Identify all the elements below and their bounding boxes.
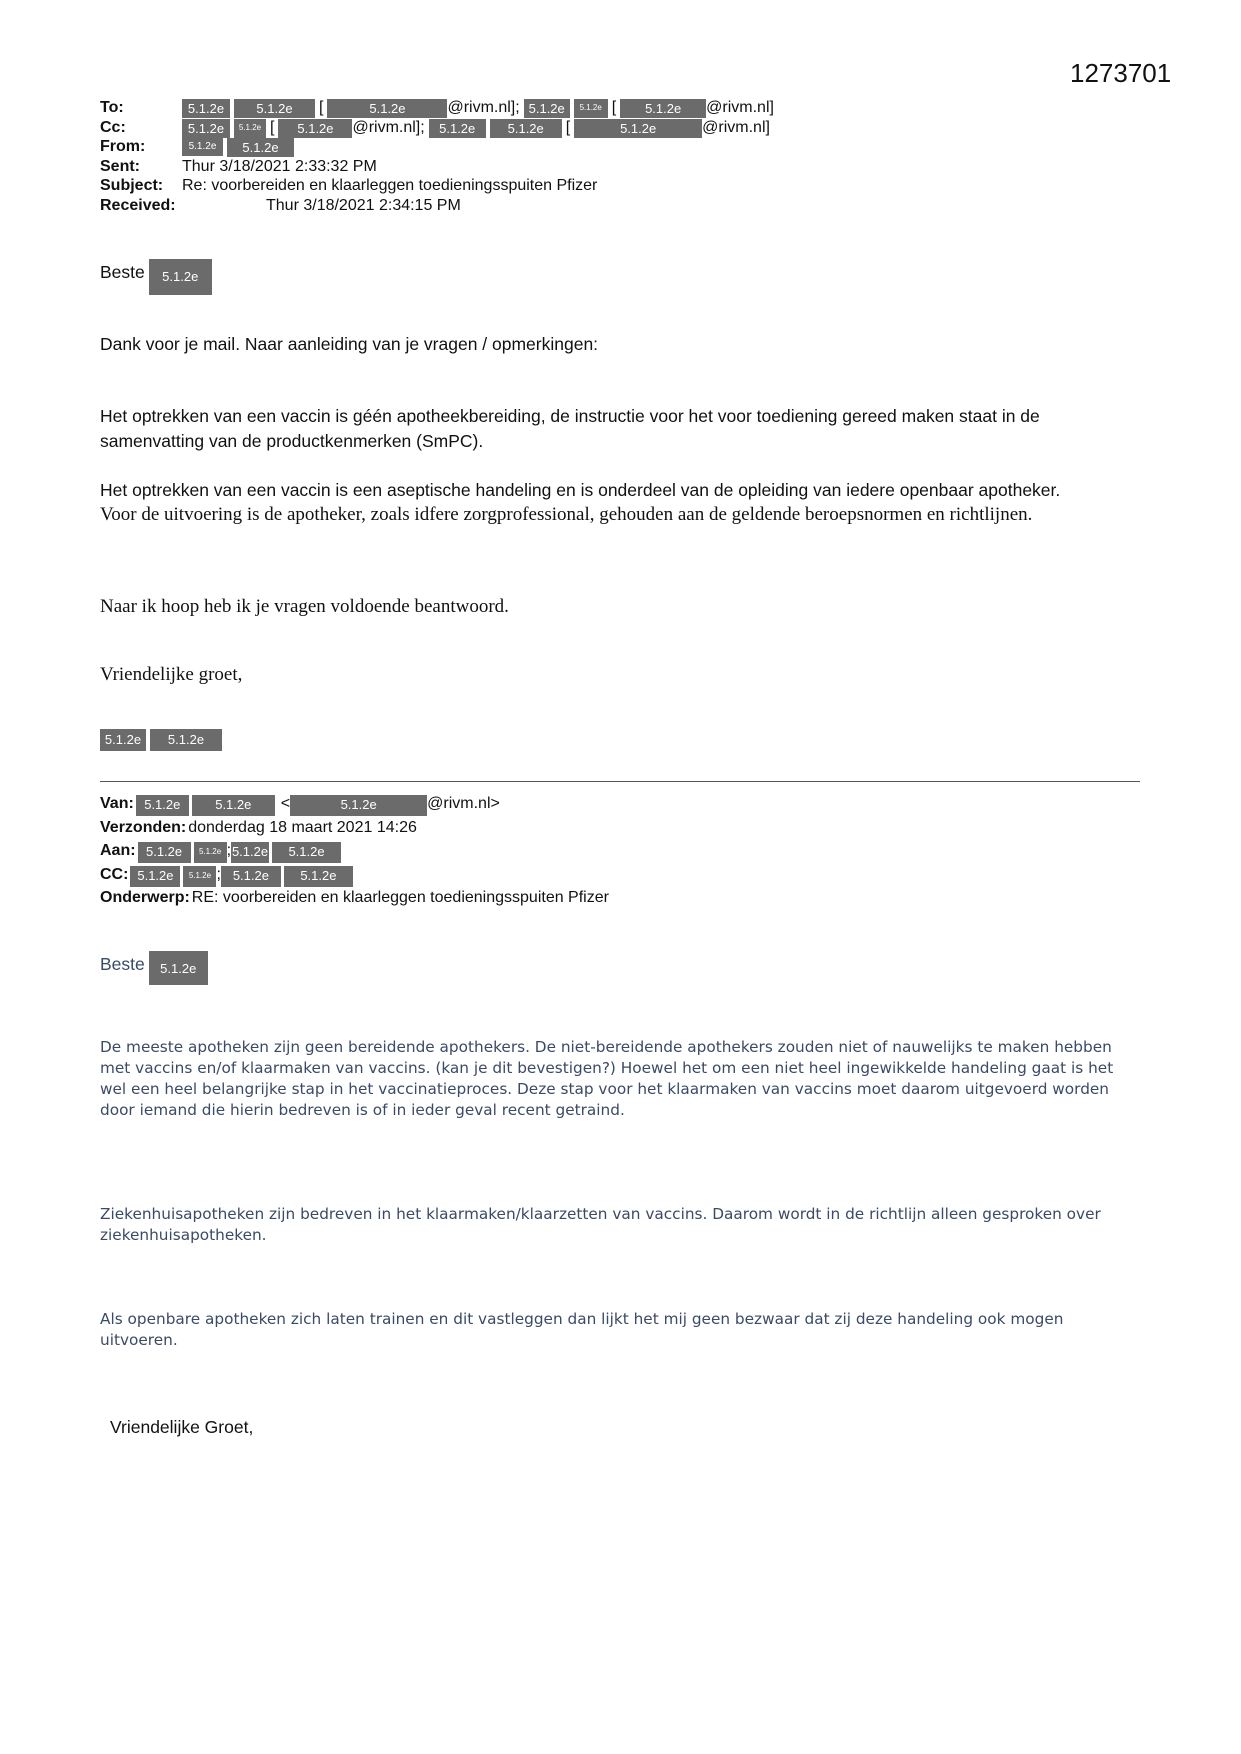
email-domain: @rivm.nl> [427, 795, 500, 812]
divider [100, 781, 1140, 782]
greeting-word: Beste [100, 262, 145, 282]
redaction: 5.1.2e [327, 99, 447, 118]
redaction: 5.1.2e [149, 259, 212, 295]
onderwerp-value: RE: voorbereiden en klaarleggen toedieningsspuiten Pfizer [191, 889, 609, 906]
cc-row-forwarded [100, 866, 609, 890]
verzonden-row [100, 819, 609, 843]
reply-paragraph-1: Dank voor je mail. Naar aanleiding van je vragen / opmerkingen: [100, 334, 599, 354]
email-domain: @rivm.nl] [702, 118, 770, 136]
forwarded-header [100, 795, 609, 913]
email-domain: @rivm.nl]; [352, 118, 425, 136]
onderwerp-row [100, 889, 609, 913]
cc-label-forwarded: CC: [100, 865, 129, 883]
bracket: [ [611, 99, 617, 116]
forwarded-paragraph-3: Als openbare apotheken zich laten trainen en dit vastleggen dan lijkt het mij geen bezwaar dat zij deze handeling ook mogen uitvoeren. [100, 1310, 1064, 1349]
cc-value [182, 119, 774, 138]
redaction: 5.1.2e [182, 99, 230, 118]
redaction: 5.1.2e [194, 842, 227, 863]
redaction: 5.1.2e [490, 119, 562, 138]
van-row [100, 795, 609, 819]
forwarded-paragraph-1: De meeste apotheken zijn geen bereidende apothekers. De niet-bereidende apothekers zouden niet of nauwelijks te maken hebben met vaccins en/of klaarmaken van vaccins. (kan je dit bevestigen?) Hoewel het om een niet heel ingewikkelde handeling gaat is het wel een heel belangrijke stap in het vaccinatieproces. Deze stap voor het klaarmaken van vaccins moet daarom uitgevoerd worden door iemand die hierin bedreven is of in ieder geval recent getraind. [100, 1038, 1114, 1119]
document-number: 1273701 [1070, 58, 1172, 88]
redaction: 5.1.2e [290, 795, 427, 816]
forwarded-closing: Vriendelijke Groet, [110, 1417, 254, 1437]
from-value [182, 138, 298, 157]
bracket: [ [270, 118, 275, 136]
redaction: 5.1.2e [429, 119, 486, 138]
reply-paragraph-3: Het optrekken van een vaccin is een aseptische handeling en is onderdeel van de opleiding van iedere openbaar apotheker. [100, 480, 1061, 500]
email-domain: @rivm.nl]; [447, 99, 520, 116]
redaction: 5.1.2e [272, 842, 341, 863]
redaction: 5.1.2e [620, 99, 706, 118]
reply-paragraph-4: Naar ik hoop heb ik je vragen voldoende beantwoord. [100, 596, 509, 617]
verzonden-value: donderdag 18 maart 2021 14:26 [188, 818, 417, 836]
redaction: 5.1.2e [234, 119, 266, 138]
forwarded-greeting [100, 954, 208, 985]
redaction: 5.1.2e [136, 795, 189, 816]
received-value: Thur 3/18/2021 2:34:15 PM [266, 196, 461, 214]
redaction: 5.1.2e [227, 138, 294, 157]
redaction: 5.1.2e [574, 119, 702, 138]
reply-closing: Vriendelijke groet, [100, 664, 243, 685]
redaction: 5.1.2e [524, 99, 570, 118]
redaction: 5.1.2e [100, 729, 146, 751]
redaction: 5.1.2e [138, 842, 191, 863]
cc-label: Cc: [100, 118, 126, 136]
redaction: 5.1.2e [278, 119, 352, 138]
reply-paragraph-2: Het optrekken van een vaccin is géén apotheekbereiding, de instructie voor het voor toediening gereed maken staat in de samenvatting van de productkenmerken (SmPC). [100, 406, 1040, 451]
from-label: From: [100, 138, 146, 155]
onderwerp-label: Onderwerp: [100, 889, 190, 906]
redaction: 5.1.2e [284, 866, 353, 887]
redaction: 5.1.2e [182, 119, 230, 138]
signature [100, 729, 226, 751]
aan-label: Aan: [100, 842, 136, 859]
verzonden-label: Verzonden: [100, 818, 187, 836]
sent-value: Thur 3/18/2021 2:33:32 PM [182, 157, 377, 175]
received-label: Received: [100, 196, 176, 214]
email-domain: @rivm.nl] [706, 99, 774, 116]
redaction: 5.1.2e [183, 866, 216, 887]
reply-greeting [100, 262, 212, 295]
redaction: 5.1.2e [150, 729, 222, 751]
bracket: [ [565, 118, 571, 136]
redaction: 5.1.2e [192, 795, 275, 816]
forwarded-paragraph-2: Ziekenhuisapotheken zijn bedreven in het klaarmaken/klaarzetten van vaccins. Daarom wordt in de richtlijn alleen gesproken over ziekenhuisapotheken. [100, 1205, 1101, 1244]
aan-row [100, 842, 609, 866]
subject-label: Subject: [100, 177, 164, 194]
greeting-word: Beste [100, 954, 145, 974]
van-label: Van: [100, 795, 134, 812]
to-value [182, 99, 778, 118]
redaction: 5.1.2e [182, 138, 223, 156]
redaction: 5.1.2e [149, 951, 208, 985]
redaction: 5.1.2e [234, 99, 315, 118]
redaction: 5.1.2e [221, 866, 281, 887]
redaction: 5.1.2e [574, 99, 608, 118]
bracket: [ [319, 99, 324, 116]
reply-paragraph-3b: Voor de uitvoering is de apotheker, zoals idfere zorgprofessional, gehouden aan de geldende beroepsnormen en richtlijnen. [100, 504, 1033, 525]
separator: ; [216, 865, 221, 883]
separator: ; [226, 842, 232, 859]
redaction: 5.1.2e [231, 842, 269, 863]
sent-label: Sent: [100, 157, 140, 175]
to-label: To: [100, 99, 124, 116]
subject-value: Re: voorbereiden en klaarleggen toedieningsspuiten Pfizer [182, 177, 598, 194]
angle-bracket: < [280, 795, 291, 812]
redaction: 5.1.2e [130, 866, 180, 887]
